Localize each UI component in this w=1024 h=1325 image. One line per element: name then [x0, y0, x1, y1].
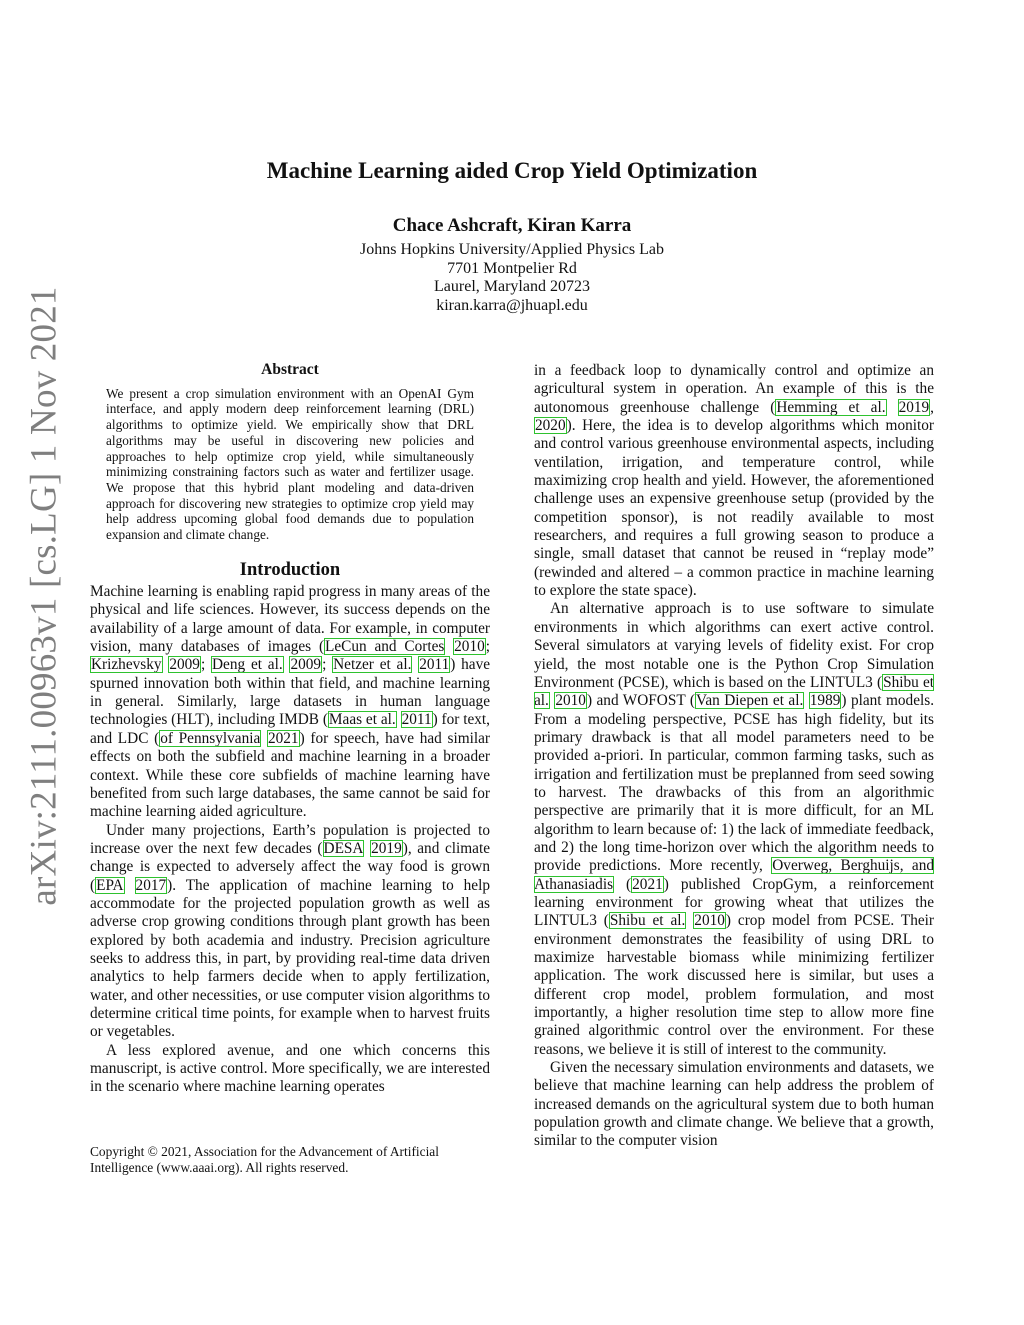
- body-text: Given the necessary simulation environments and datasets, we believe that machine learning can help address the problem of increased demands on the agricultural system due to both human population growth and climate change. We believe that a growth, similar to the computer vision: [534, 1059, 934, 1150]
- citation-link[interactable]: 1989: [809, 692, 841, 710]
- citation-link[interactable]: EPA: [96, 876, 124, 894]
- affiliation-org: Johns Hopkins University/Applied Physics Lab: [360, 241, 664, 258]
- body-text: ) for text, and LDC (: [90, 711, 491, 747]
- copyright-line: Intelligence (www.aaai.org). All rights reserved.: [90, 1160, 349, 1175]
- copyright-notice: [90, 1144, 490, 1176]
- body-text: [887, 399, 898, 416]
- citation-link[interactable]: 2010: [694, 912, 725, 930]
- author-list: Chace Ashcraft, Kiran Karra: [392, 215, 632, 236]
- body-paragraph: [90, 822, 490, 1042]
- citation-link[interactable]: 2011: [401, 711, 432, 729]
- citation-link[interactable]: Shibu et al.: [534, 673, 934, 710]
- body-text: ) crop model from PCSE. Their environment demonstrates the feasibility of using DRL to maximize harvestable biomass while minimizing fertilizer application. The work discussed here is similar, but uses a different crop model, problem formulation, and most importantly, a higher resolution time step to allow more fine grained algorithmic control over the environment. For these reasons, we believe it is still of interest to the community.: [534, 912, 934, 1058]
- citation-link[interactable]: 2019: [898, 398, 930, 416]
- body-paragraph: [534, 362, 934, 600]
- body-text: [445, 638, 453, 655]
- citation-link[interactable]: 2021: [267, 729, 299, 747]
- citation-link[interactable]: 2010: [454, 638, 485, 656]
- citation-link[interactable]: DESA: [323, 839, 364, 857]
- citation-link[interactable]: Overweg, Berghuijs, and Athanasiadis: [534, 857, 935, 893]
- body-paragraph: [534, 600, 934, 1059]
- citation-link[interactable]: Netzer et al.: [333, 656, 412, 674]
- citation-link[interactable]: Krizhevsky: [91, 656, 162, 674]
- body-paragraph: [534, 1059, 934, 1151]
- body-text: ;: [322, 656, 333, 674]
- body-text: ;: [200, 656, 211, 674]
- body-text: (: [614, 875, 632, 893]
- body-text: ) plant models. From a modeling perspective, PCSE has high fidelity, but its primary drawback is that all model parameters need to be provided a-priori. In particular, common farming tasks, such as irrigation and fertilization must be preplanned from seed sowing to harvest. The drawbacks of this from an algorithmic perspective are primarily that it is more difficult, for an ML algorithm to learn because of: 1) the lack of immediate feedback, and 2) the long time-horizon over which the algorithm needs to provide predictions. More recently,: [534, 692, 935, 875]
- citation-link[interactable]: Van Diepen et al.: [696, 692, 804, 710]
- body-text: ). Here, the idea is to develop algorithms which monitor and control various greenhouse environmental aspects, including ventilation, irrigation, and temperature control, while maximizing crop health and yield. However, the aforementioned challenge uses an expensive greenhouse setup (provided by the competition sponsor), is not readily available to most researchers, and requires a full growing season to produce a single, small dataset that cannot be reused in “replay mode” (rewinded and altered – a common practice in machine learning to explore the state space).: [534, 417, 934, 600]
- body-text: in a feedback loop to dynamically control and optimize an agricultural system in operation. An example of this is the autonomous greenhouse challenge (: [534, 362, 934, 416]
- arxiv-identifier: arXiv:2111.00963v1 [cs.LG] 1 Nov 2021: [23, 286, 65, 906]
- citation-link[interactable]: of Pennsylvania: [160, 729, 261, 747]
- affiliation-street: 7701 Montpelier Rd: [447, 259, 577, 277]
- body-text: ,: [930, 398, 934, 416]
- introduction-body-continued: [534, 362, 934, 1151]
- body-text: ) and WOFOST (: [586, 692, 695, 710]
- citation-link[interactable]: 2010: [555, 692, 586, 710]
- affiliation-block: [0, 241, 1024, 315]
- citation-link[interactable]: 2019: [371, 839, 402, 857]
- citation-link[interactable]: 2011: [419, 656, 450, 674]
- body-paragraph: [90, 1042, 490, 1097]
- citation-link[interactable]: Hemming et al.: [776, 398, 886, 416]
- abstract-text: We present a crop simulation environment with an OpenAI Gym interface, and apply modern deep reinforcement learning (DRL) algorithms to optimize yield. We empirically show that DRL algorithms may be useful in discovering new policies and approaches to help optimize crop yield, while simultaneously minimizing constraining factors such as water and fertilizer usage. We propose that this hybrid plant modeling and data-driven approach for discovering new strategies to optimize crop yield may help address upcoming global food demands due to population expansion and climate change.: [106, 385, 474, 543]
- body-text: Under many projections, Earth’s population is projected to increase over the next few decades (: [90, 821, 490, 857]
- body-paragraph: [90, 583, 490, 821]
- citation-link[interactable]: 2009: [290, 656, 322, 674]
- left-column: [90, 362, 490, 1097]
- citation-link[interactable]: 2021: [632, 875, 663, 893]
- citation-link[interactable]: 2017: [135, 876, 167, 894]
- contact-email[interactable]: kiran.karra@jhuapl.edu: [436, 296, 588, 314]
- citation-link[interactable]: Shibu et al.: [609, 912, 686, 930]
- copyright-line: Copyright © 2021, Association for the Advancement of Artificial: [90, 1144, 439, 1159]
- body-text: ) published CropGym, a reinforcement learning environment for growing wheat that utilizes the LINTUL3 (: [534, 875, 934, 930]
- body-text: Machine learning is enabling rapid progress in many areas of the physical and life sciences. However, its success depends on the availability of a large amount of data. For example, in computer vision, many databases of images (: [90, 583, 490, 656]
- body-text: ;: [485, 638, 490, 656]
- abstract-heading: Abstract: [261, 361, 319, 378]
- right-column: [534, 362, 934, 1151]
- body-text: An alternative approach is to use software to simulate environments in which algorithms can exert active control. Several simulators at varying levels of fidelity exist. For crop yield, the most notable one is the Python Crop Simulation Environment (PCSE), which is based on the LINTUL3 (: [534, 600, 934, 691]
- body-text: A less explored avenue, and one which concerns this manuscript, is active control. More specifically, we are interested in the scenario where machine learning operates: [90, 1041, 490, 1096]
- body-text: ), and climate change is expected to adversely affect the way food is grown (: [90, 839, 491, 894]
- body-text: ) have spurned innovation both within that field, and machine learning in general. Similarly, large datasets in human language technologies (HLT), including IMDB (: [90, 656, 491, 729]
- introduction-body: [90, 583, 490, 1097]
- introduction-heading: Introduction: [239, 559, 341, 580]
- body-text: [125, 877, 135, 894]
- citation-link[interactable]: 2020: [535, 417, 566, 435]
- body-text: [397, 711, 401, 728]
- body-text: ). The application of machine learning to help accommodate for the projected population growth as well as adverse crop growing conditions through plant growth has been explored by both academia and industry. Precision agriculture seeks to address this, in part, by providing real-time data driven analytics to help farmers decide when to apply fertilization, water, and other necessities, or use computer vision algorithms to determine critical time points, for example when to harvest fruits or vegetables.: [90, 876, 490, 1041]
- abstract-section: [90, 362, 490, 543]
- citation-link[interactable]: Maas et al.: [328, 711, 396, 729]
- affiliation-city: Laurel, Maryland 20723: [434, 278, 590, 295]
- paper-header: [0, 158, 1024, 315]
- citation-link[interactable]: 2009: [169, 656, 200, 674]
- citation-link[interactable]: LeCun and Cortes: [325, 638, 445, 656]
- citation-link[interactable]: Deng et al.: [212, 656, 283, 674]
- paper-title: Machine Learning aided Crop Yield Optimization: [266, 158, 758, 183]
- body-text: ) for speech, have had similar effects on both the subfield and machine learning in a broader context. While these core subfields of machine learning have benefited from such large databases, the same cannot be said for machine learning aided agriculture.: [90, 729, 490, 821]
